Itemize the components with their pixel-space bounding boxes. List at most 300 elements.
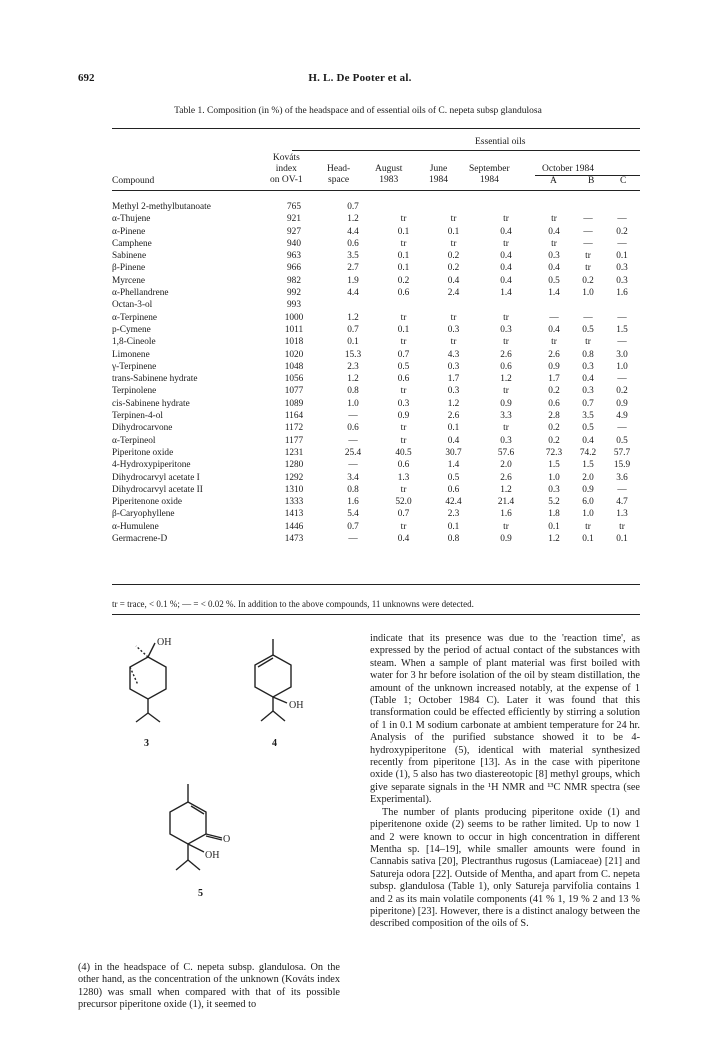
- value-cell: 0.9: [582, 484, 594, 495]
- value-cell: 1.6: [500, 509, 512, 520]
- table-row: [112, 324, 640, 336]
- value-cell: 21.4: [497, 497, 515, 508]
- table-row: [112, 435, 640, 447]
- structure-4-drawing: [225, 633, 325, 728]
- right-column-paragraph-2: The number of plants producing piperitone oxide (1) and piperitenone oxide (2) seems to be rather limited. Up to now 1 and 2 were known to occur in high concentration in different Mentha sp. [14–19], while smaller amounts were found in Cannabis sativa [20], Plectranthus rugosus (Lamiaceae) [21] and Satureja odora [22]. Outside of Mentha, and apart from C. nepeta subsp. glandulosa (Table 1), only Satureja parvifolia contains 1 and 2 as its main volatile components (41 % 1, 19 % 2 and 13 % piperitone) [23]. However, there is a distinct analogy between the described composition of the oils of S.: [370, 806, 640, 930]
- value-cell: 1.5: [616, 324, 628, 335]
- value-cell: 0.2: [548, 435, 560, 446]
- value-cell: 4.4: [347, 288, 359, 299]
- table-row: [112, 472, 640, 484]
- table-row: [112, 336, 640, 348]
- value-cell: 2.3: [347, 361, 359, 372]
- value-cell: 0.1: [347, 337, 359, 348]
- value-cell: 0.7: [347, 202, 359, 212]
- value-cell: 1.8: [548, 509, 560, 520]
- value-cell: 1.0: [582, 509, 594, 520]
- value-cell: 2.7: [347, 263, 359, 274]
- table-row: [112, 299, 640, 311]
- value-cell: 6.0: [582, 497, 594, 508]
- compound-cell: Dihydrocarvyl acetate II: [112, 484, 203, 495]
- value-cell: tr: [400, 312, 407, 323]
- compound-cell: cis-Sabinene hydrate: [112, 398, 190, 409]
- value-cell: 0.5: [397, 361, 410, 372]
- table-row: [112, 312, 640, 324]
- value-cell: —: [348, 435, 358, 446]
- value-cell: 2.6: [500, 472, 512, 483]
- value-cell: tr: [585, 337, 591, 348]
- value-cell: —: [583, 312, 593, 323]
- table-row: [112, 287, 640, 299]
- value-cell: 921: [287, 214, 301, 225]
- value-cell: 1.7: [447, 374, 460, 385]
- value-cell: 4.3: [447, 349, 460, 360]
- value-cell: [376, 201, 431, 213]
- value-cell: —: [348, 534, 358, 545]
- value-cell: 0.4: [500, 251, 512, 262]
- value-cell: 1333: [284, 497, 304, 508]
- value-cell: tr: [585, 521, 591, 532]
- essential-oils-rule: [292, 150, 640, 151]
- value-cell: tr: [400, 337, 407, 348]
- value-cell: 2.8: [548, 411, 560, 422]
- value-cell: 3.3: [500, 411, 512, 422]
- value-cell: [330, 299, 376, 311]
- structure-5-drawing: [150, 780, 250, 880]
- header-col-a: A: [550, 176, 557, 186]
- value-cell: 0.7: [397, 509, 410, 520]
- value-cell: 0.3: [397, 398, 410, 409]
- value-cell: 1056: [284, 374, 304, 385]
- table-row: [112, 447, 640, 459]
- value-cell: 15.9: [613, 460, 631, 471]
- compound-cell: Terpinolene: [112, 386, 157, 397]
- value-cell: 0.3: [616, 275, 628, 286]
- value-cell: —: [617, 423, 627, 434]
- value-cell: —: [617, 312, 627, 323]
- value-cell: 0.2: [616, 226, 628, 237]
- value-cell: 3.4: [347, 472, 359, 483]
- compound-cell: Camphene: [112, 238, 152, 249]
- svg-text:OH: OH: [289, 700, 304, 711]
- header-headspace: Head- space: [327, 164, 351, 185]
- table-row: [112, 521, 640, 533]
- compound-cell: p-Cymene: [112, 324, 151, 335]
- table-row: [112, 275, 640, 287]
- value-cell: tr: [619, 521, 625, 532]
- value-cell: 0.9: [500, 398, 512, 409]
- value-cell: 940: [287, 238, 301, 249]
- compound-cell: Limonene: [112, 349, 150, 360]
- value-cell: 0.6: [397, 288, 410, 299]
- value-cell: [431, 201, 476, 213]
- value-cell: 0.4: [500, 263, 512, 274]
- value-cell: —: [617, 214, 627, 225]
- table-row: [112, 238, 640, 250]
- value-cell: tr: [400, 521, 407, 532]
- value-cell: tr: [400, 238, 407, 249]
- value-cell: 1077: [284, 386, 304, 397]
- value-cell: 0.9: [500, 534, 512, 545]
- value-cell: —: [583, 238, 593, 249]
- value-cell: 3.5: [347, 251, 359, 262]
- header-august: August 1983: [375, 164, 403, 185]
- value-cell: 0.7: [347, 324, 359, 335]
- value-cell: 3.6: [616, 472, 628, 483]
- value-cell: 1.6: [616, 288, 628, 299]
- table-footnote: tr = trace, < 0.1 %; — = < 0.02 %. In addition to the above compounds, 11 unknowns were detected.: [112, 599, 474, 609]
- value-cell: 0.2: [397, 275, 410, 286]
- value-cell: —: [583, 214, 593, 225]
- value-cell: 0.4: [447, 435, 460, 446]
- value-cell: 1164: [284, 411, 304, 422]
- value-cell: [604, 201, 640, 213]
- value-cell: 0.6: [447, 484, 460, 495]
- value-cell: [572, 201, 604, 213]
- value-cell: 1.2: [548, 534, 560, 545]
- table-row: [112, 373, 640, 385]
- value-cell: 1446: [284, 521, 304, 532]
- value-cell: 0.4: [582, 374, 594, 385]
- value-cell: 52.0: [395, 497, 412, 508]
- value-cell: 2.6: [500, 349, 512, 360]
- value-cell: 0.3: [582, 361, 594, 372]
- page-number: 692: [78, 72, 95, 84]
- value-cell: 982: [287, 275, 301, 286]
- value-cell: 5.4: [347, 509, 359, 520]
- value-cell: 0.4: [582, 435, 594, 446]
- value-cell: 2.6: [447, 411, 460, 422]
- value-cell: tr: [400, 386, 407, 397]
- value-cell: 0.6: [500, 361, 512, 372]
- compound-cell: Dihydrocarvyl acetate I: [112, 472, 200, 483]
- value-cell: 1.2: [347, 374, 359, 385]
- compound-cell: Octan-3-ol: [112, 300, 153, 311]
- value-cell: 1018: [284, 337, 304, 348]
- value-cell: 0.6: [347, 423, 359, 434]
- value-cell: tr: [503, 337, 509, 348]
- value-cell: 0.3: [447, 324, 460, 335]
- value-cell: —: [617, 238, 627, 249]
- value-cell: 2.6: [548, 349, 560, 360]
- value-cell: 963: [287, 251, 301, 262]
- value-cell: 0.3: [500, 435, 512, 446]
- value-cell: 1.0: [548, 472, 560, 483]
- value-cell: 0.6: [347, 238, 359, 249]
- value-cell: 0.5: [616, 435, 628, 446]
- value-cell: tr: [450, 238, 457, 249]
- value-cell: 0.1: [447, 423, 460, 434]
- compound-cell: Piperitone oxide: [112, 447, 174, 458]
- value-cell: 1.2: [500, 484, 512, 495]
- value-cell: 1.2: [500, 374, 512, 385]
- value-cell: 0.1: [447, 521, 460, 532]
- value-cell: tr: [400, 214, 407, 225]
- value-cell: 0.1: [582, 534, 594, 545]
- right-column: [370, 633, 640, 931]
- value-cell: 30.7: [445, 447, 462, 458]
- compound-cell: α-Humulene: [112, 521, 159, 532]
- value-cell: 0.2: [447, 251, 460, 262]
- value-cell: 0.4: [500, 275, 512, 286]
- value-cell: 0.8: [347, 386, 359, 397]
- value-cell: 0.8: [347, 484, 359, 495]
- value-cell: 0.2: [447, 263, 460, 274]
- value-cell: tr: [503, 386, 509, 397]
- value-cell: 1413: [284, 509, 304, 520]
- header-essential-oils: Essential oils: [475, 137, 526, 147]
- structure-3-label: 3: [144, 738, 149, 749]
- value-cell: 927: [287, 226, 301, 237]
- compound-cell: γ-Terpinene: [112, 361, 157, 372]
- value-cell: 2.0: [500, 460, 512, 471]
- value-cell: 0.4: [548, 226, 560, 237]
- value-cell: 57.6: [497, 447, 515, 458]
- header-june: June 1984: [429, 164, 448, 185]
- value-cell: 72.3: [545, 447, 563, 458]
- svg-text:O: O: [223, 834, 231, 845]
- value-cell: tr: [450, 214, 457, 225]
- value-cell: 1.9: [347, 275, 359, 286]
- value-cell: 57.7: [613, 447, 631, 458]
- composition-table: [112, 201, 640, 545]
- compound-cell: Sabinene: [112, 251, 147, 262]
- value-cell: 0.1: [397, 251, 410, 262]
- value-cell: 1020: [284, 349, 304, 360]
- value-cell: 1310: [284, 484, 304, 495]
- value-cell: 1011: [284, 324, 304, 335]
- value-cell: 0.8: [447, 534, 460, 545]
- value-cell: 0.5: [582, 423, 594, 434]
- value-cell: 1292: [284, 472, 304, 483]
- value-cell: 15.3: [344, 349, 362, 360]
- table-row: [112, 349, 640, 361]
- value-cell: 0.9: [548, 361, 560, 372]
- value-cell: —: [583, 226, 593, 237]
- value-cell: [536, 201, 572, 213]
- value-cell: tr: [400, 423, 407, 434]
- value-cell: 25.4: [344, 447, 362, 458]
- compound-cell: α-Thujene: [112, 214, 151, 225]
- value-cell: 0.2: [548, 423, 560, 434]
- value-cell: 0.4: [500, 226, 512, 237]
- value-cell: 0.4: [397, 534, 410, 545]
- value-cell: 1.4: [548, 288, 560, 299]
- value-cell: 2.3: [447, 509, 460, 520]
- compound-cell: Methyl 2-methylbutanoate: [112, 202, 211, 212]
- value-cell: [476, 201, 536, 213]
- value-cell: 4.9: [616, 411, 628, 422]
- value-cell: 0.6: [397, 460, 410, 471]
- value-cell: tr: [551, 337, 557, 348]
- table-header-rule: [112, 190, 640, 191]
- value-cell: [431, 299, 476, 311]
- table-row: [112, 250, 640, 262]
- value-cell: 0.1: [616, 534, 628, 545]
- value-cell: 1000: [284, 312, 304, 323]
- value-cell: tr: [450, 312, 457, 323]
- table-row: [112, 213, 640, 225]
- table-row: [112, 508, 640, 520]
- running-head: H. L. De Pooter et al.: [308, 72, 412, 84]
- value-cell: 0.9: [616, 398, 628, 409]
- value-cell: 0.3: [616, 263, 628, 274]
- value-cell: tr: [503, 521, 509, 532]
- value-cell: 0.7: [347, 521, 359, 532]
- value-cell: 0.8: [582, 349, 594, 360]
- value-cell: 1172: [284, 423, 304, 434]
- value-cell: 993: [287, 300, 301, 311]
- structure-4-label: 4: [272, 738, 277, 749]
- right-column-paragraph-1: indicate that its presence was due to the 'reaction time', as expressed by the period of actual contact of the substances with steam. When a sample of plant material was first boiled with water for 3 hr before isolation of the oil by steam distillation, the amount of the unknown increased notably, at the expense of 1 (Table 1; October 1984 C). Later it was found that this transformation could be effected efficiently by stirring a solution of 1 in 0.1 M sodium carbonate at ambient temperature for 24 hr. Analysis of the purified substance showed it to be 4-hydroxypiperitone (5), identical with material synthesized recently from piperitone [13]. As in the case with piperitone oxide (1), 5 also has two diastereotopic [8] methyl groups, which give separate signals in the ¹H NMR and ¹³C NMR spectra (see Experimental).: [370, 633, 640, 806]
- header-col-b: B: [588, 176, 595, 186]
- value-cell: 0.1: [548, 521, 560, 532]
- value-cell: tr: [585, 251, 591, 262]
- value-cell: 3.0: [616, 349, 628, 360]
- value-cell: 2.4: [447, 288, 460, 299]
- structure-3-drawing: [100, 633, 190, 728]
- value-cell: [572, 299, 604, 311]
- value-cell: tr: [503, 238, 509, 249]
- value-cell: 4.4: [347, 226, 359, 237]
- value-cell: 1.2: [447, 398, 460, 409]
- value-cell: tr: [503, 312, 509, 323]
- value-cell: 1.3: [616, 509, 628, 520]
- value-cell: 1280: [284, 460, 304, 471]
- compound-cell: β-Pinene: [112, 263, 146, 274]
- table-row: [112, 410, 640, 422]
- value-cell: 1.2: [347, 312, 359, 323]
- table-row: [112, 496, 640, 508]
- compound-cell: 1,8-Cineole: [112, 337, 156, 348]
- compound-cell: Piperitenone oxide: [112, 497, 182, 508]
- value-cell: [476, 299, 536, 311]
- value-cell: 0.3: [548, 484, 560, 495]
- value-cell: 0.9: [397, 411, 410, 422]
- value-cell: 40.5: [395, 447, 412, 458]
- value-cell: —: [348, 411, 358, 422]
- value-cell: 3.5: [582, 411, 594, 422]
- structure-5-label: 5: [198, 888, 203, 899]
- value-cell: 4.7: [616, 497, 628, 508]
- compound-cell: Dihydrocarvone: [112, 423, 173, 434]
- value-cell: 0.3: [500, 324, 512, 335]
- value-cell: 0.1: [447, 226, 460, 237]
- value-cell: 0.2: [582, 275, 594, 286]
- table-row: [112, 398, 640, 410]
- table-bottom-rule: [112, 584, 640, 585]
- value-cell: [376, 299, 431, 311]
- value-cell: 42.4: [445, 497, 462, 508]
- compound-cell: α-Terpinene: [112, 312, 157, 323]
- header-kovats: Kováts index on OV-1: [270, 153, 303, 185]
- value-cell: —: [549, 312, 559, 323]
- header-september: September 1984: [469, 164, 510, 185]
- value-cell: 1.4: [447, 460, 460, 471]
- value-cell: 0.4: [548, 263, 560, 274]
- value-cell: tr: [551, 214, 557, 225]
- table-row: [112, 361, 640, 373]
- value-cell: 1.5: [548, 460, 560, 471]
- compound-cell: α-Pinene: [112, 226, 146, 237]
- compound-cell: β-Caryophyllene: [112, 509, 175, 520]
- value-cell: 1177: [284, 435, 304, 446]
- value-cell: 0.1: [616, 251, 628, 262]
- table-top-rule: [112, 128, 640, 129]
- value-cell: tr: [503, 423, 509, 434]
- value-cell: 1473: [284, 534, 304, 545]
- left-column: [78, 962, 340, 1012]
- value-cell: tr: [551, 238, 557, 249]
- value-cell: [604, 299, 640, 311]
- value-cell: 2.0: [582, 472, 594, 483]
- value-cell: 0.1: [397, 324, 410, 335]
- value-cell: 1.4: [500, 288, 512, 299]
- value-cell: 1.0: [347, 398, 359, 409]
- value-cell: —: [348, 460, 358, 471]
- value-cell: 0.6: [548, 398, 560, 409]
- svg-text:OH: OH: [205, 850, 220, 861]
- value-cell: 966: [287, 263, 301, 274]
- compound-cell: α-Phellandrene: [112, 288, 169, 299]
- table-row: [112, 533, 640, 545]
- compound-cell: α-Terpineol: [112, 435, 156, 446]
- value-cell: 0.1: [397, 226, 410, 237]
- value-cell: 0.6: [397, 374, 410, 385]
- value-cell: 1.5: [582, 460, 594, 471]
- value-cell: 0.7: [397, 349, 410, 360]
- value-cell: tr: [503, 214, 509, 225]
- value-cell: —: [617, 374, 627, 385]
- value-cell: 1.6: [347, 497, 359, 508]
- value-cell: 0.3: [582, 386, 594, 397]
- value-cell: 0.3: [548, 251, 560, 262]
- value-cell: 992: [287, 288, 301, 299]
- value-cell: 1048: [284, 361, 304, 372]
- value-cell: 0.2: [616, 386, 628, 397]
- svg-text:OH: OH: [157, 637, 172, 648]
- value-cell: 1231: [284, 447, 304, 458]
- value-cell: 0.5: [548, 275, 560, 286]
- value-cell: —: [617, 337, 627, 348]
- value-cell: 0.5: [582, 324, 594, 335]
- value-cell: tr: [400, 435, 407, 446]
- table-row: [112, 226, 640, 238]
- value-cell: tr: [400, 484, 407, 495]
- compound-cell: trans-Sabinene hydrate: [112, 374, 198, 385]
- value-cell: 0.1: [397, 263, 410, 274]
- value-cell: tr: [585, 263, 591, 274]
- value-cell: 0.7: [582, 398, 594, 409]
- header-compound: Compound: [112, 176, 155, 186]
- value-cell: 0.3: [447, 361, 460, 372]
- header-col-c: C: [620, 176, 627, 186]
- table-row: [112, 484, 640, 496]
- value-cell: 0.4: [548, 324, 560, 335]
- value-cell: 0.5: [447, 472, 460, 483]
- value-cell: 0.3: [447, 386, 460, 397]
- compound-cell: Terpinen-4-ol: [112, 411, 163, 422]
- value-cell: 1.0: [582, 288, 594, 299]
- footnote-rule: [112, 614, 640, 615]
- value-cell: 0.2: [548, 386, 560, 397]
- value-cell: 0.4: [447, 275, 460, 286]
- table-row: [112, 201, 640, 213]
- value-cell: 1.2: [347, 214, 359, 225]
- value-cell: 1089: [284, 398, 304, 409]
- compound-cell: Germacrene-D: [112, 534, 168, 545]
- compound-cell: 4-Hydroxypiperitone: [112, 460, 191, 471]
- table-row: [112, 262, 640, 274]
